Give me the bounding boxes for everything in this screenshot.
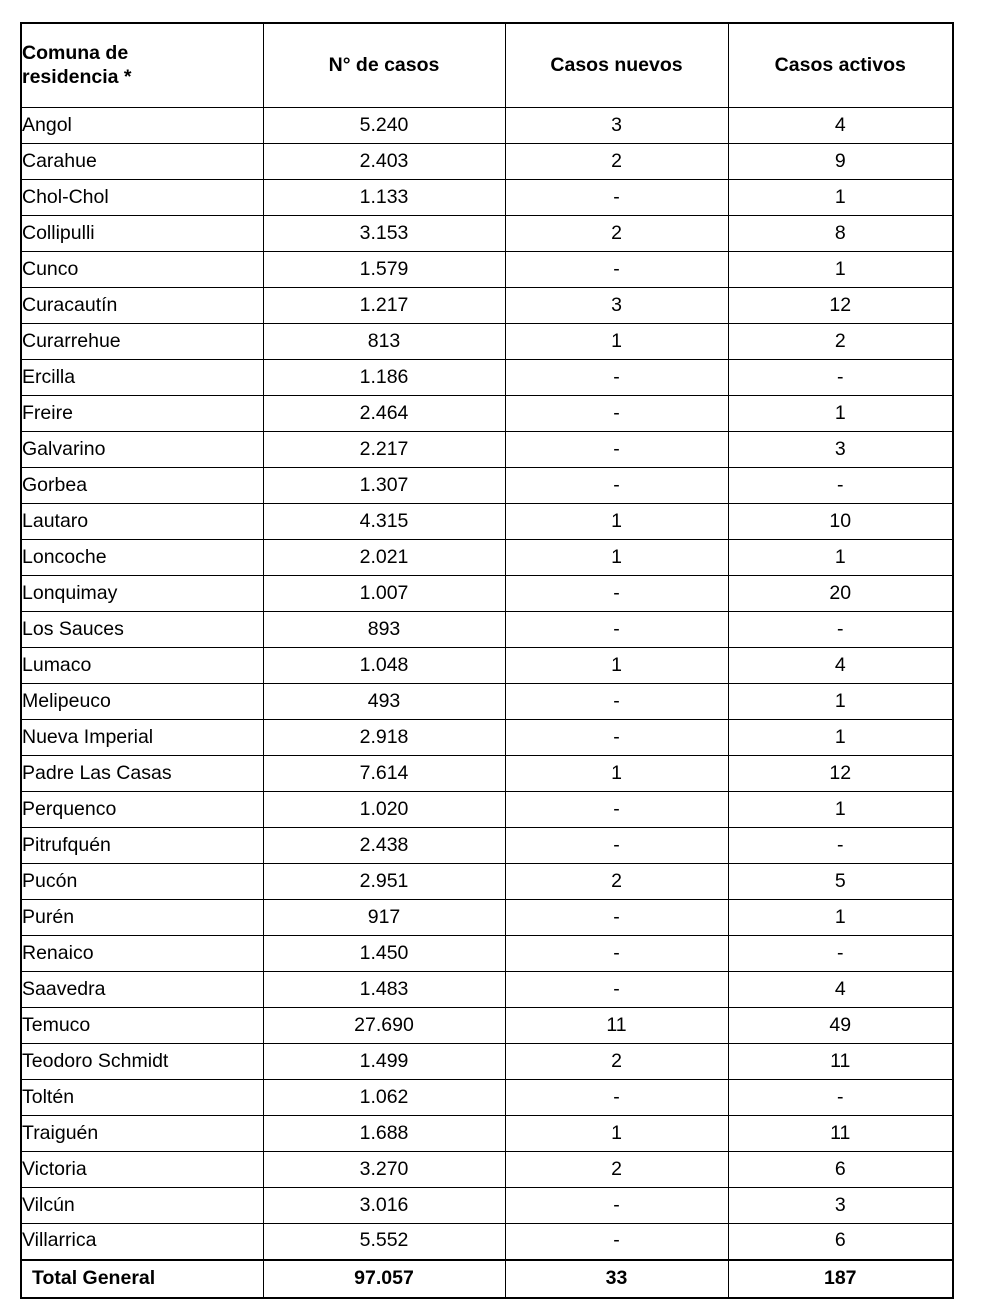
- cell-casos-activos: -: [728, 468, 953, 504]
- cell-casos-nuevos: 1: [505, 324, 728, 360]
- cell-n-de-casos: 1.007: [263, 576, 505, 612]
- cell-casos-activos: 1: [728, 180, 953, 216]
- table-body: [21, 108, 953, 1260]
- table-row: [21, 1188, 953, 1224]
- cell-casos-activos: 3: [728, 432, 953, 468]
- cell-casos-nuevos: 11: [505, 1008, 728, 1044]
- cell-comuna: Renaico: [21, 936, 263, 972]
- cell-n-de-casos: 7.614: [263, 756, 505, 792]
- cell-comuna: Chol-Chol: [21, 180, 263, 216]
- cell-n-de-casos: 1.186: [263, 360, 505, 396]
- cell-comuna: Pitrufquén: [21, 828, 263, 864]
- cell-n-de-casos: 813: [263, 324, 505, 360]
- table-row: [21, 180, 953, 216]
- cell-n-de-casos: 2.918: [263, 720, 505, 756]
- table-row: [21, 1224, 953, 1260]
- table-row: [21, 900, 953, 936]
- cell-casos-activos: 1: [728, 792, 953, 828]
- cell-n-de-casos: 493: [263, 684, 505, 720]
- cell-casos-nuevos: 2: [505, 1044, 728, 1080]
- cell-casos-activos: 5: [728, 864, 953, 900]
- cell-casos-nuevos: -: [505, 252, 728, 288]
- cell-n-de-casos: 1.217: [263, 288, 505, 324]
- table-row: [21, 540, 953, 576]
- cell-casos-activos: 20: [728, 576, 953, 612]
- table-row: [21, 144, 953, 180]
- table-row: [21, 216, 953, 252]
- table-row: [21, 612, 953, 648]
- cell-comuna: Galvarino: [21, 432, 263, 468]
- table-row: [21, 828, 953, 864]
- cell-casos-activos: 1: [728, 720, 953, 756]
- cell-n-de-casos: 1.048: [263, 648, 505, 684]
- cell-casos-activos: 11: [728, 1044, 953, 1080]
- cell-comuna: Traiguén: [21, 1116, 263, 1152]
- cell-comuna: Curacautín: [21, 288, 263, 324]
- cell-n-de-casos: 1.499: [263, 1044, 505, 1080]
- cell-casos-activos: -: [728, 612, 953, 648]
- cell-comuna: Freire: [21, 396, 263, 432]
- column-header-casos-nuevos: Casos nuevos: [505, 23, 728, 108]
- table-row: [21, 756, 953, 792]
- total-row: [21, 1260, 953, 1298]
- cell-n-de-casos: 1.579: [263, 252, 505, 288]
- cell-comuna: Victoria: [21, 1152, 263, 1188]
- total-label: Total General: [21, 1260, 263, 1298]
- cell-casos-nuevos: 3: [505, 288, 728, 324]
- cases-table-container: [20, 22, 952, 1299]
- cell-casos-activos: 1: [728, 540, 953, 576]
- cell-n-de-casos: 1.688: [263, 1116, 505, 1152]
- table-row: [21, 252, 953, 288]
- cell-n-de-casos: 2.438: [263, 828, 505, 864]
- cell-n-de-casos: 5.240: [263, 108, 505, 144]
- cell-n-de-casos: 2.021: [263, 540, 505, 576]
- cell-casos-activos: 3: [728, 1188, 953, 1224]
- cell-casos-activos: 11: [728, 1116, 953, 1152]
- cell-n-de-casos: 893: [263, 612, 505, 648]
- column-header-comuna-line2: residencia *: [22, 65, 132, 88]
- cell-casos-nuevos: -: [505, 684, 728, 720]
- table-header: [21, 23, 953, 108]
- cell-casos-activos: 1: [728, 684, 953, 720]
- column-header-comuna-line1: Comuna de: [22, 41, 129, 64]
- cell-n-de-casos: 1.307: [263, 468, 505, 504]
- cell-comuna: Angol: [21, 108, 263, 144]
- cell-n-de-casos: 5.552: [263, 1224, 505, 1260]
- cell-comuna: Ercilla: [21, 360, 263, 396]
- cell-comuna: Gorbea: [21, 468, 263, 504]
- cell-casos-nuevos: -: [505, 972, 728, 1008]
- table-row: [21, 108, 953, 144]
- cell-casos-nuevos: -: [505, 360, 728, 396]
- cell-comuna: Purén: [21, 900, 263, 936]
- cell-n-de-casos: 2.464: [263, 396, 505, 432]
- cell-casos-activos: 2: [728, 324, 953, 360]
- table-row: [21, 972, 953, 1008]
- cell-casos-activos: 8: [728, 216, 953, 252]
- cell-comuna: Teodoro Schmidt: [21, 1044, 263, 1080]
- cell-casos-nuevos: 1: [505, 756, 728, 792]
- cell-n-de-casos: 27.690: [263, 1008, 505, 1044]
- cell-casos-nuevos: 1: [505, 540, 728, 576]
- cell-casos-nuevos: -: [505, 468, 728, 504]
- column-header-n-de-casos: N° de casos: [263, 23, 505, 108]
- cell-casos-nuevos: -: [505, 396, 728, 432]
- cell-casos-activos: -: [728, 360, 953, 396]
- cell-casos-activos: 49: [728, 1008, 953, 1044]
- column-header-comuna: [21, 23, 263, 108]
- cell-n-de-casos: 3.153: [263, 216, 505, 252]
- table-row: [21, 1080, 953, 1116]
- table-row: [21, 396, 953, 432]
- cell-comuna: Curarrehue: [21, 324, 263, 360]
- table-row: [21, 324, 953, 360]
- cell-casos-activos: 1: [728, 252, 953, 288]
- table-row: [21, 1152, 953, 1188]
- cell-casos-activos: -: [728, 1080, 953, 1116]
- total-casos-nuevos: 33: [505, 1260, 728, 1298]
- cell-casos-activos: 6: [728, 1152, 953, 1188]
- cell-comuna: Villarrica: [21, 1224, 263, 1260]
- cell-casos-nuevos: 2: [505, 216, 728, 252]
- cell-casos-activos: -: [728, 828, 953, 864]
- cell-casos-nuevos: -: [505, 612, 728, 648]
- cell-casos-activos: 12: [728, 288, 953, 324]
- cell-casos-activos: 4: [728, 972, 953, 1008]
- cell-comuna: Pucón: [21, 864, 263, 900]
- cell-casos-activos: 1: [728, 900, 953, 936]
- table-row: [21, 360, 953, 396]
- cell-comuna: Los Sauces: [21, 612, 263, 648]
- cell-comuna: Carahue: [21, 144, 263, 180]
- table-row: [21, 648, 953, 684]
- cell-comuna: Lumaco: [21, 648, 263, 684]
- cell-casos-activos: 6: [728, 1224, 953, 1260]
- cell-comuna: Nueva Imperial: [21, 720, 263, 756]
- cell-n-de-casos: 2.951: [263, 864, 505, 900]
- table-row: [21, 504, 953, 540]
- cell-n-de-casos: 1.483: [263, 972, 505, 1008]
- cell-casos-nuevos: -: [505, 828, 728, 864]
- cell-casos-nuevos: 2: [505, 864, 728, 900]
- cell-comuna: Temuco: [21, 1008, 263, 1044]
- cell-casos-nuevos: -: [505, 900, 728, 936]
- cell-comuna: Toltén: [21, 1080, 263, 1116]
- column-header-casos-activos: Casos activos: [728, 23, 953, 108]
- cell-n-de-casos: 3.016: [263, 1188, 505, 1224]
- table-row: [21, 936, 953, 972]
- cell-n-de-casos: 1.062: [263, 1080, 505, 1116]
- cell-comuna: Vilcún: [21, 1188, 263, 1224]
- cell-casos-activos: 1: [728, 396, 953, 432]
- cell-casos-nuevos: -: [505, 576, 728, 612]
- cell-casos-nuevos: 1: [505, 648, 728, 684]
- total-n-de-casos: 97.057: [263, 1260, 505, 1298]
- cell-casos-nuevos: -: [505, 1224, 728, 1260]
- table-row: [21, 1008, 953, 1044]
- table-row: [21, 1044, 953, 1080]
- cell-comuna: Lautaro: [21, 504, 263, 540]
- cell-comuna: Saavedra: [21, 972, 263, 1008]
- cell-n-de-casos: 1.020: [263, 792, 505, 828]
- cell-n-de-casos: 4.315: [263, 504, 505, 540]
- table-row: [21, 468, 953, 504]
- total-casos-activos: 187: [728, 1260, 953, 1298]
- cell-casos-activos: -: [728, 936, 953, 972]
- cell-casos-nuevos: 2: [505, 1152, 728, 1188]
- cell-comuna: Melipeuco: [21, 684, 263, 720]
- cell-casos-activos: 9: [728, 144, 953, 180]
- cell-comuna: Collipulli: [21, 216, 263, 252]
- cell-casos-activos: 12: [728, 756, 953, 792]
- table-row: [21, 1116, 953, 1152]
- cell-casos-nuevos: -: [505, 936, 728, 972]
- cell-casos-activos: 4: [728, 108, 953, 144]
- table-row: [21, 792, 953, 828]
- cell-n-de-casos: 2.217: [263, 432, 505, 468]
- table-row: [21, 720, 953, 756]
- cell-comuna: Lonquimay: [21, 576, 263, 612]
- table-row: [21, 576, 953, 612]
- header-row: [21, 23, 953, 108]
- cell-casos-nuevos: -: [505, 180, 728, 216]
- table-row: [21, 864, 953, 900]
- cell-n-de-casos: 917: [263, 900, 505, 936]
- cell-casos-nuevos: -: [505, 432, 728, 468]
- cell-n-de-casos: 3.270: [263, 1152, 505, 1188]
- cell-casos-activos: 4: [728, 648, 953, 684]
- cell-n-de-casos: 1.133: [263, 180, 505, 216]
- cell-casos-nuevos: -: [505, 1188, 728, 1224]
- cell-casos-activos: 10: [728, 504, 953, 540]
- cell-casos-nuevos: -: [505, 1080, 728, 1116]
- table-row: [21, 684, 953, 720]
- cell-comuna: Padre Las Casas: [21, 756, 263, 792]
- cell-n-de-casos: 2.403: [263, 144, 505, 180]
- cell-casos-nuevos: -: [505, 792, 728, 828]
- cell-casos-nuevos: 2: [505, 144, 728, 180]
- table-row: [21, 288, 953, 324]
- cell-casos-nuevos: 1: [505, 504, 728, 540]
- cell-n-de-casos: 1.450: [263, 936, 505, 972]
- cases-by-comuna-table: [20, 22, 954, 1299]
- table-footer: [21, 1260, 953, 1298]
- cell-casos-nuevos: -: [505, 720, 728, 756]
- table-row: [21, 432, 953, 468]
- cell-comuna: Loncoche: [21, 540, 263, 576]
- cell-casos-nuevos: 3: [505, 108, 728, 144]
- cell-comuna: Cunco: [21, 252, 263, 288]
- cell-casos-nuevos: 1: [505, 1116, 728, 1152]
- cell-comuna: Perquenco: [21, 792, 263, 828]
